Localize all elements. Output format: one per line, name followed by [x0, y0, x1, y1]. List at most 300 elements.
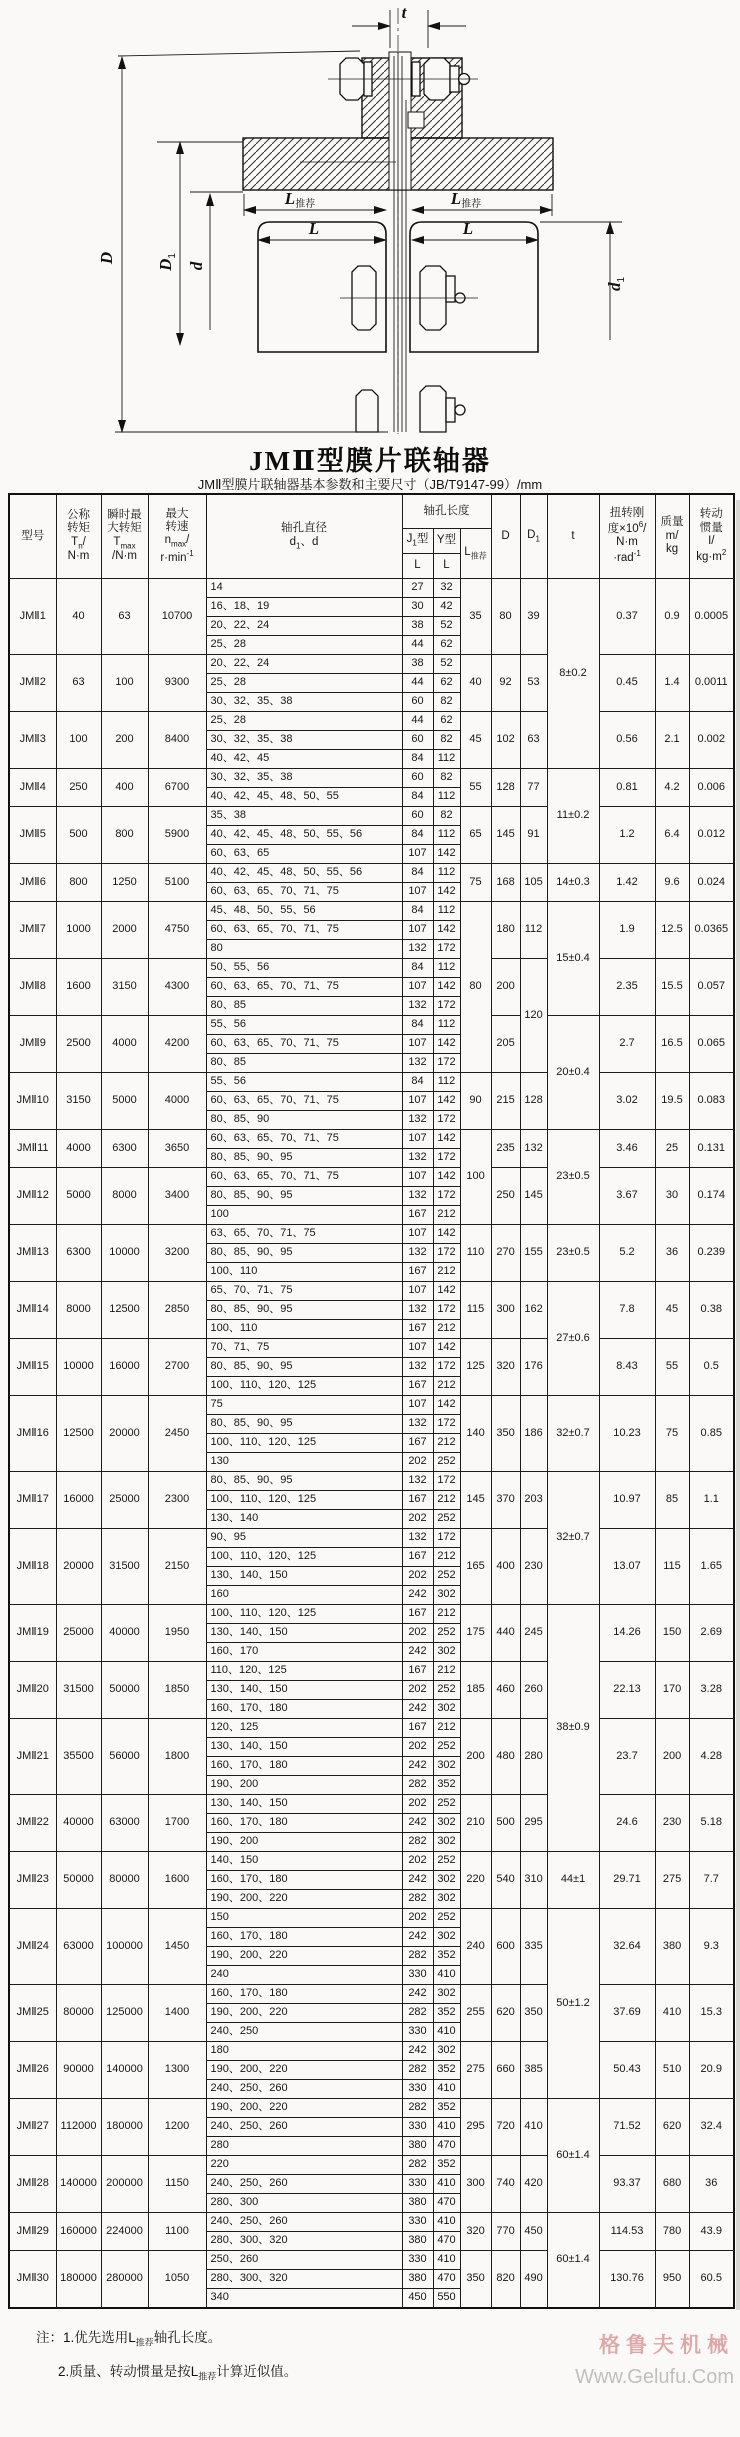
cell-max-torque: 5000 — [101, 1072, 148, 1129]
cell-D: 80 — [491, 578, 520, 654]
cell-max-torque: 16000 — [101, 1338, 148, 1395]
header-inertia: 转动 惯量 I/ $kg\cdot m^2$ — [689, 494, 734, 578]
cell-y-length: 172 — [433, 1471, 460, 1490]
note-1: 注：1.优先选用$L_{推荐}$轴孔长度。 — [36, 2330, 222, 2348]
cell-j1-length: 242 — [402, 2041, 433, 2060]
cell-bore-diameters: 190、200、220 — [206, 1946, 402, 1965]
cell-max-speed: 1200 — [148, 2098, 206, 2155]
cell-j1-length: 44 — [402, 673, 433, 692]
cell-l-recommended: 90 — [460, 1072, 491, 1129]
cell-j1-length: 132 — [402, 1471, 433, 1490]
cell-model: JMⅡ30 — [9, 2250, 56, 2308]
cell-j1-length: 60 — [402, 806, 433, 825]
cell-y-length: 212 — [433, 1490, 460, 1509]
cell-stiffness: 1.9 — [599, 901, 655, 958]
cell-y-length: 550 — [433, 2288, 460, 2308]
cell-nominal-torque: 112000 — [56, 2098, 101, 2155]
cell-model: JMⅡ16 — [9, 1395, 56, 1471]
cell-mass: 115 — [655, 1528, 689, 1604]
cell-stiffness: 10.97 — [599, 1471, 655, 1528]
header-model: 型号 — [9, 494, 56, 578]
cell-stiffness: 37.69 — [599, 1984, 655, 2041]
cell-y-length: 352 — [433, 2098, 460, 2117]
cell-max-torque: 3150 — [101, 958, 148, 1015]
cell-bore-diameters: 130、140、150 — [206, 1680, 402, 1699]
cell-bore-diameters: 100、110 — [206, 1262, 402, 1281]
cell-j1-length: 282 — [402, 1775, 433, 1794]
cell-inertia: 15.3 — [689, 1984, 734, 2041]
cell-bore-diameters: 100、110、120、125 — [206, 1433, 402, 1452]
cell-j1-length: 202 — [402, 1908, 433, 1927]
cell-nominal-torque: 10000 — [56, 1338, 101, 1395]
cell-j1-length: 450 — [402, 2288, 433, 2308]
cell-max-torque: 125000 — [101, 1984, 148, 2041]
header-l-recommended: $L_{推荐}$ — [460, 528, 491, 578]
cell-j1-length: 132 — [402, 1300, 433, 1319]
cell-y-length: 52 — [433, 654, 460, 673]
cell-y-length: 82 — [433, 806, 460, 825]
cell-j1-length: 330 — [402, 2212, 433, 2231]
cell-y-length: 172 — [433, 939, 460, 958]
table-row — [9, 2041, 734, 2060]
cell-j1-length: 132 — [402, 1186, 433, 1205]
cell-stiffness: 0.45 — [599, 654, 655, 711]
cell-max-speed: 5100 — [148, 863, 206, 901]
cell-bore-diameters: 140、150 — [206, 1851, 402, 1870]
cell-l-recommended: 165 — [460, 1528, 491, 1604]
cell-mass: 25 — [655, 1129, 689, 1167]
cell-max-torque: 2000 — [101, 901, 148, 958]
cell-bore-diameters: 100、110 — [206, 1319, 402, 1338]
cell-stiffness: 8.43 — [599, 1338, 655, 1395]
cell-j1-length: 167 — [402, 1262, 433, 1281]
cell-D1: 91 — [520, 806, 547, 863]
cell-bore-diameters: 220 — [206, 2155, 402, 2174]
cell-max-speed: 4000 — [148, 1072, 206, 1129]
cell-max-torque: 63 — [101, 578, 148, 654]
cell-stiffness: 29.71 — [599, 1851, 655, 1908]
cell-mass: 15.5 — [655, 958, 689, 1015]
cell-mass: 780 — [655, 2212, 689, 2250]
cell-y-length: 112 — [433, 901, 460, 920]
cell-bore-diameters: 240、250、260 — [206, 2174, 402, 2193]
cell-max-speed: 6700 — [148, 768, 206, 806]
cell-y-length: 212 — [433, 1718, 460, 1737]
cell-y-length: 302 — [433, 1832, 460, 1851]
cell-mass: 680 — [655, 2155, 689, 2212]
cell-y-length: 252 — [433, 1452, 460, 1471]
cell-j1-length: 282 — [402, 2098, 433, 2117]
cell-model: JMⅡ18 — [9, 1528, 56, 1604]
cell-nominal-torque: 90000 — [56, 2041, 101, 2098]
cell-y-length: 352 — [433, 2155, 460, 2174]
table-row — [9, 2212, 734, 2231]
cell-l-recommended: 140 — [460, 1395, 491, 1471]
cell-stiffness: 13.07 — [599, 1528, 655, 1604]
cell-stiffness: 24.6 — [599, 1794, 655, 1851]
cell-y-length: 470 — [433, 2136, 460, 2155]
cell-max-torque: 200000 — [101, 2155, 148, 2212]
cell-D: 480 — [491, 1718, 520, 1794]
dim-D — [97, 51, 388, 432]
cell-inertia: 0.002 — [689, 711, 734, 768]
cell-bore-diameters: 65、70、71、75 — [206, 1281, 402, 1300]
cell-D1: 186 — [520, 1395, 547, 1471]
cell-y-length: 410 — [433, 2174, 460, 2193]
cell-D: 250 — [491, 1167, 520, 1224]
cell-y-length: 302 — [433, 1756, 460, 1775]
scan-edge — [736, 500, 740, 2310]
cell-inertia: 0.065 — [689, 1015, 734, 1072]
cell-bore-diameters: 100、110、120、125 — [206, 1490, 402, 1509]
table-row — [9, 1129, 734, 1148]
cell-bore-diameters: 60、63、65、70、71、75 — [206, 920, 402, 939]
cell-bore-diameters: 160 — [206, 1585, 402, 1604]
cell-j1-length: 242 — [402, 1813, 433, 1832]
cell-j1-length: 380 — [402, 2136, 433, 2155]
cell-D: 740 — [491, 2155, 520, 2212]
cell-D: 600 — [491, 1908, 520, 1984]
cell-mass: 170 — [655, 1661, 689, 1718]
cell-max-torque: 40000 — [101, 1604, 148, 1661]
cell-j1-length: 330 — [402, 2022, 433, 2041]
table-row — [9, 1072, 734, 1091]
cell-j1-length: 107 — [402, 1395, 433, 1414]
cell-nominal-torque: 1000 — [56, 901, 101, 958]
cell-j1-length: 132 — [402, 1053, 433, 1072]
cell-D1: 280 — [520, 1718, 547, 1794]
cell-D: 620 — [491, 1984, 520, 2041]
cell-bore-diameters: 75 — [206, 1395, 402, 1414]
cell-D1: 145 — [520, 1167, 547, 1224]
cell-nominal-torque: 40000 — [56, 1794, 101, 1851]
cell-inertia: 7.7 — [689, 1851, 734, 1908]
dim-label-t: t — [401, 3, 407, 22]
cell-D: 270 — [491, 1224, 520, 1281]
cell-D1: 385 — [520, 2041, 547, 2098]
cell-inertia: 43.9 — [689, 2212, 734, 2250]
cell-y-length: 410 — [433, 1965, 460, 1984]
cell-model: JMⅡ10 — [9, 1072, 56, 1129]
cell-max-speed: 2700 — [148, 1338, 206, 1395]
cell-bore-diameters: 25、28 — [206, 635, 402, 654]
cell-D1: 490 — [520, 2250, 547, 2308]
cell-D: 770 — [491, 2212, 520, 2250]
cell-j1-length: 84 — [402, 863, 433, 882]
cell-bore-diameters: 190、200、220 — [206, 2003, 402, 2022]
cell-D1: 335 — [520, 1908, 547, 1984]
dim-label-L-rec-left: L推荐 — [284, 189, 316, 210]
cell-D: 235 — [491, 1129, 520, 1167]
cell-D1: 162 — [520, 1281, 547, 1338]
cell-t: 11±0.2 — [547, 768, 599, 863]
cell-bore-diameters: 160、170、180 — [206, 1756, 402, 1775]
cell-D1: 63 — [520, 711, 547, 768]
cell-mass: 150 — [655, 1604, 689, 1661]
cell-l-recommended: 220 — [460, 1851, 491, 1908]
cell-l-recommended: 45 — [460, 711, 491, 768]
cell-y-length: 470 — [433, 2231, 460, 2250]
cell-l-recommended: 320 — [460, 2212, 491, 2250]
cell-nominal-torque: 50000 — [56, 1851, 101, 1908]
cell-j1-length: 107 — [402, 1338, 433, 1357]
cell-j1-length: 242 — [402, 1585, 433, 1604]
cell-max-torque: 12500 — [101, 1281, 148, 1338]
cell-bore-diameters: 63、65、70、71、75 — [206, 1224, 402, 1243]
cell-j1-length: 167 — [402, 1661, 433, 1680]
table-row — [9, 1604, 734, 1623]
cell-l-recommended: 350 — [460, 2250, 491, 2308]
cell-stiffness: 0.81 — [599, 768, 655, 806]
cell-bore-diameters: 190、200 — [206, 1832, 402, 1851]
table-row — [9, 863, 734, 882]
cell-model: JMⅡ4 — [9, 768, 56, 806]
cell-bore-diameters: 60、63、65 — [206, 844, 402, 863]
cell-bore-diameters: 280、300、320 — [206, 2231, 402, 2250]
cell-nominal-torque: 63 — [56, 654, 101, 711]
cell-y-length: 52 — [433, 616, 460, 635]
cell-j1-length: 202 — [402, 1737, 433, 1756]
cell-j1-length: 330 — [402, 2079, 433, 2098]
cell-t: 38±0.9 — [547, 1604, 599, 1851]
cell-D1: 350 — [520, 1984, 547, 2041]
cell-j1-length: 107 — [402, 1129, 433, 1148]
cell-inertia: 0.131 — [689, 1129, 734, 1167]
cell-bore-diameters: 55、56 — [206, 1072, 402, 1091]
table-row — [9, 1338, 734, 1357]
cell-bore-diameters: 100、110、120、125 — [206, 1604, 402, 1623]
cell-mass: 85 — [655, 1471, 689, 1528]
cell-y-length: 410 — [433, 2212, 460, 2231]
cell-j1-length: 84 — [402, 1015, 433, 1034]
cell-D1: 230 — [520, 1528, 547, 1604]
cell-j1-length: 167 — [402, 1205, 433, 1224]
cell-inertia: 0.024 — [689, 863, 734, 901]
cell-nominal-torque: 500 — [56, 806, 101, 863]
cell-j1-length: 44 — [402, 711, 433, 730]
cell-l-recommended: 300 — [460, 2155, 491, 2212]
cell-nominal-torque: 180000 — [56, 2250, 101, 2308]
cell-y-length: 470 — [433, 2193, 460, 2212]
cell-y-length: 142 — [433, 1167, 460, 1186]
cell-t: 44±1 — [547, 1851, 599, 1908]
cell-y-length: 112 — [433, 749, 460, 768]
cell-inertia: 0.083 — [689, 1072, 734, 1129]
dim-L-rec-right — [412, 189, 552, 210]
cell-t: 15±0.4 — [547, 901, 599, 1015]
cell-max-speed: 1300 — [148, 2041, 206, 2098]
cell-bore-diameters: 80、85、90、95 — [206, 1300, 402, 1319]
cell-bore-diameters: 80、85、90 — [206, 1110, 402, 1129]
cell-j1-length: 60 — [402, 730, 433, 749]
cell-bore-diameters: 60、63、65、70、71、75 — [206, 1129, 402, 1148]
cell-max-torque: 20000 — [101, 1395, 148, 1471]
cell-max-torque: 31500 — [101, 1528, 148, 1604]
cell-bore-diameters: 50、55、56 — [206, 958, 402, 977]
cell-bore-diameters: 100、110、120、125 — [206, 1547, 402, 1566]
cell-y-length: 212 — [433, 1205, 460, 1224]
cell-j1-length: 282 — [402, 2003, 433, 2022]
cell-max-speed: 1700 — [148, 1794, 206, 1851]
cell-j1-length: 27 — [402, 578, 433, 597]
cell-y-length: 142 — [433, 1224, 460, 1243]
cell-nominal-torque: 1600 — [56, 958, 101, 1015]
cell-max-torque: 280000 — [101, 2250, 148, 2308]
cell-j1-length: 38 — [402, 616, 433, 635]
cell-inertia: 2.69 — [689, 1604, 734, 1661]
table-row — [9, 1661, 734, 1680]
cell-y-length: 32 — [433, 578, 460, 597]
cell-bore-diameters: 60、63、65、70、71、75 — [206, 977, 402, 996]
cell-y-length: 410 — [433, 2250, 460, 2269]
cell-max-torque: 400 — [101, 768, 148, 806]
cell-model: JMⅡ21 — [9, 1718, 56, 1794]
cell-D: 660 — [491, 2041, 520, 2098]
cell-y-length: 172 — [433, 1110, 460, 1129]
cell-l-recommended: 110 — [460, 1224, 491, 1281]
cell-bore-diameters: 160、170、180 — [206, 1870, 402, 1889]
cell-bore-diameters: 130、140、150 — [206, 1623, 402, 1642]
cell-max-speed: 2450 — [148, 1395, 206, 1471]
watermark-brand: 格鲁夫机械 — [599, 2334, 734, 2357]
cell-bore-diameters: 110、120、125 — [206, 1661, 402, 1680]
cell-D1: 260 — [520, 1661, 547, 1718]
cell-mass: 410 — [655, 1984, 689, 2041]
cell-j1-length: 202 — [402, 1623, 433, 1642]
cell-mass: 6.4 — [655, 806, 689, 863]
cell-l-recommended: 80 — [460, 901, 491, 1072]
header-y-L: L — [433, 553, 460, 578]
cell-model: JMⅡ22 — [9, 1794, 56, 1851]
cell-inertia: 0.174 — [689, 1167, 734, 1224]
cell-D: 440 — [491, 1604, 520, 1661]
cell-mass: 275 — [655, 1851, 689, 1908]
cell-D: 720 — [491, 2098, 520, 2155]
page-title: JMⅡ型膜片联轴器 — [249, 446, 491, 476]
cell-stiffness: 2.7 — [599, 1015, 655, 1072]
table-row — [9, 1851, 734, 1870]
cell-bore-diameters: 240、250 — [206, 2022, 402, 2041]
cell-bore-diameters: 80、85、90、95 — [206, 1471, 402, 1490]
cell-bore-diameters: 160、170、180 — [206, 1699, 402, 1718]
cell-j1-length: 202 — [402, 1794, 433, 1813]
cell-D1: 245 — [520, 1604, 547, 1661]
cell-j1-length: 84 — [402, 901, 433, 920]
cell-max-speed: 1050 — [148, 2250, 206, 2308]
cell-j1-length: 107 — [402, 920, 433, 939]
cell-stiffness: 114.53 — [599, 2212, 655, 2250]
cell-j1-length: 84 — [402, 787, 433, 806]
cell-mass: 4.2 — [655, 768, 689, 806]
cell-nominal-torque: 63000 — [56, 1908, 101, 1984]
cell-y-length: 112 — [433, 825, 460, 844]
cell-max-torque: 63000 — [101, 1794, 148, 1851]
cell-j1-length: 132 — [402, 996, 433, 1015]
cell-stiffness: 3.67 — [599, 1167, 655, 1224]
cell-y-length: 112 — [433, 958, 460, 977]
header-max-torque: 瞬时最 大转矩 $T_{max}$ /N·m — [101, 494, 148, 578]
cell-max-speed: 1100 — [148, 2212, 206, 2250]
dim-d1 — [540, 222, 627, 340]
spacer-block — [408, 112, 424, 128]
cell-y-length: 62 — [433, 673, 460, 692]
cell-bore-diameters: 160、170、180 — [206, 1813, 402, 1832]
cell-inertia: 1.65 — [689, 1528, 734, 1604]
cell-nominal-torque: 12500 — [56, 1395, 101, 1471]
cell-nominal-torque: 800 — [56, 863, 101, 901]
cell-l-recommended: 210 — [460, 1794, 491, 1851]
dim-d — [187, 192, 243, 330]
table-row — [9, 1167, 734, 1186]
cell-mass: 1.4 — [655, 654, 689, 711]
cell-max-torque: 8000 — [101, 1167, 148, 1224]
cell-inertia: 20.9 — [689, 2041, 734, 2098]
cell-model: JMⅡ19 — [9, 1604, 56, 1661]
cell-max-torque: 224000 — [101, 2212, 148, 2250]
cell-mass: 200 — [655, 1718, 689, 1794]
cell-y-length: 252 — [433, 1509, 460, 1528]
table-row — [9, 2155, 734, 2174]
cell-max-speed: 1150 — [148, 2155, 206, 2212]
cell-max-torque: 25000 — [101, 1471, 148, 1528]
cell-bore-diameters: 240、250、260 — [206, 2079, 402, 2098]
cell-inertia: 0.38 — [689, 1281, 734, 1338]
cell-y-length: 252 — [433, 1623, 460, 1642]
cell-mass: 0.9 — [655, 578, 689, 654]
table-row — [9, 1015, 734, 1034]
cell-bore-diameters: 25、28 — [206, 673, 402, 692]
cell-bore-diameters: 130 — [206, 1452, 402, 1471]
dim-label-L-rec-right: L推荐 — [450, 189, 482, 210]
cell-y-length: 212 — [433, 1547, 460, 1566]
cell-y-length: 112 — [433, 1015, 460, 1034]
cell-nominal-torque: 5000 — [56, 1167, 101, 1224]
cell-j1-length: 330 — [402, 2250, 433, 2269]
cell-j1-length: 242 — [402, 1699, 433, 1718]
cell-bore-diameters: 280 — [206, 2136, 402, 2155]
cell-bore-diameters: 240 — [206, 1965, 402, 1984]
cell-bore-diameters: 40、42、45 — [206, 749, 402, 768]
cell-j1-length: 282 — [402, 1946, 433, 1965]
cell-D1: 155 — [520, 1224, 547, 1281]
cell-y-length: 172 — [433, 1300, 460, 1319]
cell-y-length: 212 — [433, 1376, 460, 1395]
cell-j1-length: 167 — [402, 1433, 433, 1452]
table-row — [9, 1395, 734, 1414]
cell-D: 215 — [491, 1072, 520, 1129]
cell-nominal-torque: 4000 — [56, 1129, 101, 1167]
cell-j1-length: 84 — [402, 958, 433, 977]
cell-max-speed: 8400 — [148, 711, 206, 768]
cell-y-length: 410 — [433, 2022, 460, 2041]
cell-stiffness: 32.64 — [599, 1908, 655, 1984]
cell-j1-length: 84 — [402, 749, 433, 768]
cell-t: 14±0.3 — [547, 863, 599, 901]
cell-mass: 9.6 — [655, 863, 689, 901]
cell-nominal-torque: 16000 — [56, 1471, 101, 1528]
cell-bore-diameters: 60、63、65、70、71、75 — [206, 1034, 402, 1053]
cell-bore-diameters: 160、170、180 — [206, 1927, 402, 1946]
cell-D1: 450 — [520, 2212, 547, 2250]
cell-stiffness: 3.02 — [599, 1072, 655, 1129]
cell-t: 20±0.4 — [547, 1015, 599, 1129]
cell-y-length: 302 — [433, 1927, 460, 1946]
cell-inertia: 9.3 — [689, 1908, 734, 1984]
cell-y-length: 82 — [433, 768, 460, 787]
cell-y-length: 172 — [433, 1528, 460, 1547]
cell-bore-diameters: 130、140、150 — [206, 1794, 402, 1813]
cell-max-torque: 50000 — [101, 1661, 148, 1718]
